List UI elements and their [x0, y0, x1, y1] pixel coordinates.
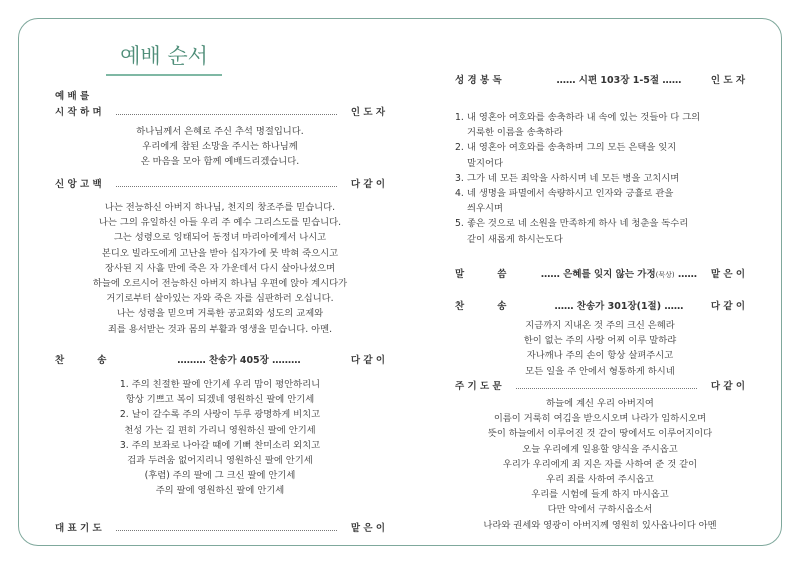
- opening-leader: 인 도 자: [350, 107, 385, 118]
- creed-heading: [55, 176, 385, 190]
- sermon-heading: [455, 266, 745, 280]
- scripture-leader: 인 도 자: [710, 75, 745, 86]
- hymn2-leader: 다 같 이: [710, 301, 745, 312]
- scripture-heading: [455, 72, 745, 86]
- sermon-title: …… 은혜를 잊지 않는 가정(묵상) ……: [540, 269, 697, 280]
- list-item: 3. 그가 네 모든 죄악을 사하시며 네 모든 병을 고치시며: [455, 172, 680, 184]
- hymn-title: ……… 찬송가 405장 ………: [177, 355, 301, 366]
- list-item: 1. 내 영혼아 여호와를 송축하라 내 속에 있는 것들아 다 그의 거룩한 이름을 송축하라: [455, 112, 701, 139]
- hymn-label: 찬 송: [55, 355, 107, 366]
- leader-dots: [116, 530, 337, 531]
- scripture-reference: …… 시편 103장 1-5절 ……: [556, 75, 682, 86]
- leader-dots: [116, 186, 337, 187]
- lords-prayer-text: 하늘에 계신 우리 아버지여 이름이 거룩히 여김을 받으시오며 나라가 임하시오며 뜻이 하늘에서 이루어진 것 같이 땅에서도 이루어지이다 오늘 우리에게 일용할 양식을 주시옵고 우리가 우리에게 죄 지은 자를 사하여 준 것 같이 우리 죄를 사하여 주시옵고 우리를 시험에 들게 하지 마시옵고 다만 악에서 구하시옵소서 나라와 권세와 영광이 아버지께 영원히 있사옵나이다 아멘: [483, 398, 717, 531]
- opening-heading: [55, 104, 385, 118]
- leader-dots: [516, 388, 697, 389]
- prayer-heading: [55, 520, 385, 534]
- sermon-label: 말 씀: [455, 269, 507, 280]
- creed-label: 신 앙 고 백: [55, 179, 102, 190]
- hymn-lyrics: 1. 주의 친절한 팔에 안기세 우리 맘이 평안하리니 항상 기쁘고 복이 되겠네 영원하신 팔에 안기세 2. 날이 갈수록 주의 사랑이 두루 광명하게 비치고 천성 가는 길 편히 가리니 영원하신 팔에 안기세 3. 주의 보좌로 나아갈 때에 기뻐 찬미소리 외치고 겁과 두려움 없어지리니 영원하신 팔에 안기세 (후렴) 주의 팔에 그 크신 팔에 안기세 주의 팔에 영원하신 팔에 안기세: [119, 379, 321, 497]
- hymn2-lyrics: 지금까지 지내온 것 주의 크신 은혜라 한이 없는 주의 사랑 어찌 이루 말하랴 자나깨나 주의 손이 항상 살펴주시고 모든 일을 주 안에서 형통하게 하시네: [523, 320, 677, 377]
- list-item: 4. 네 생명을 파멸에서 속량하시고 인자와 긍휼로 관을 씌우시며: [455, 188, 674, 215]
- list-item: 2. 내 영혼아 여호와를 송축하며 그의 모든 은택을 잊지 말지어다: [455, 142, 677, 169]
- opening-label: 시 작 하 며: [55, 107, 102, 118]
- title-underline: [106, 74, 222, 76]
- opening-text: 하나님께서 은혜로 주신 추석 명절입니다. 우리에게 참된 소망을 주시는 하나님께 온 마음을 모아 함께 예배드리겠습니다.: [136, 126, 304, 168]
- opening-heading-line1: 예 배 를: [55, 91, 90, 102]
- scripture-label: 성 경 봉 독: [455, 75, 502, 86]
- hymn-heading: [55, 352, 385, 366]
- lords-prayer-label: 주 기 도 문: [455, 381, 502, 392]
- page-title: 예배 순서: [120, 44, 208, 68]
- hymn2-title: …… 찬송가 301장(1절) ……: [554, 301, 684, 312]
- prayer-label: 대 표 기 도: [55, 523, 102, 534]
- lords-prayer-leader: 다 같 이: [710, 381, 745, 392]
- hymn-leader: 다 같 이: [350, 355, 385, 366]
- creed-text: 나는 전능하신 아버지 하나님, 천지의 창조주를 믿습니다. 나는 그의 유일하신 아들 우리 주 예수 그리스도를 믿습니다. 그는 성령으로 잉태되어 동정녀 마리아에게서 나시고 본디오 빌라도에게 고난을 받아 십자가에 못 박혀 죽으시고 장사된 지 사흘 만에 죽은 자 가운데서 다시 살아나셨으며 하늘에 오르시어 전능하신 아버지 하나님 우편에 앉아 계시다가 거기로부터 살아있는 자와 죽은 자를 심판하러 오십니다. 나는 성령을 믿으며 거룩한 공교회와 성도의 교제와 죄를 용서받는 것과 몸의 부활과 영생을 믿습니다. 아멘.: [92, 202, 348, 335]
- creed-leader: 다 같 이: [350, 179, 385, 190]
- list-item: 5. 좋은 것으로 네 소원을 만족하게 하사 네 청춘을 독수리 같이 새롭게 하시는도다: [455, 218, 689, 245]
- lords-prayer-heading: [455, 378, 745, 392]
- scripture-text: [455, 110, 745, 247]
- sermon-leader: 맡 은 이: [710, 269, 745, 280]
- prayer-leader: 맡 은 이: [350, 523, 385, 534]
- hymn2-heading: [455, 298, 745, 312]
- leader-dots: [116, 114, 337, 115]
- hymn2-label: 찬 송: [455, 301, 507, 312]
